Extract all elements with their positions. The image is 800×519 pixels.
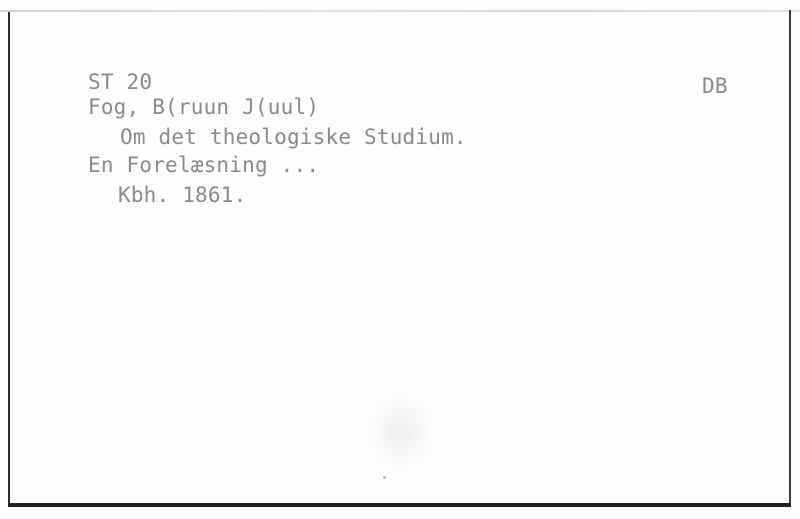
card-top-edge [0,10,800,12]
title-line: Om det theologiske Studium. [120,125,467,149]
card-right-edge [789,10,791,507]
card-left-edge [8,12,10,507]
paper-smudge [366,392,436,472]
subtitle-line: En Forelæsning ... [88,153,320,177]
call-number: ST 20 [88,70,153,94]
card-bottom-edge [8,503,791,507]
author-line: Fog, B(ruun J(uul) [88,95,320,119]
imprint-line: Kbh. 1861. [118,183,247,207]
location-code: DB [702,74,728,98]
paper-speck [383,476,386,479]
